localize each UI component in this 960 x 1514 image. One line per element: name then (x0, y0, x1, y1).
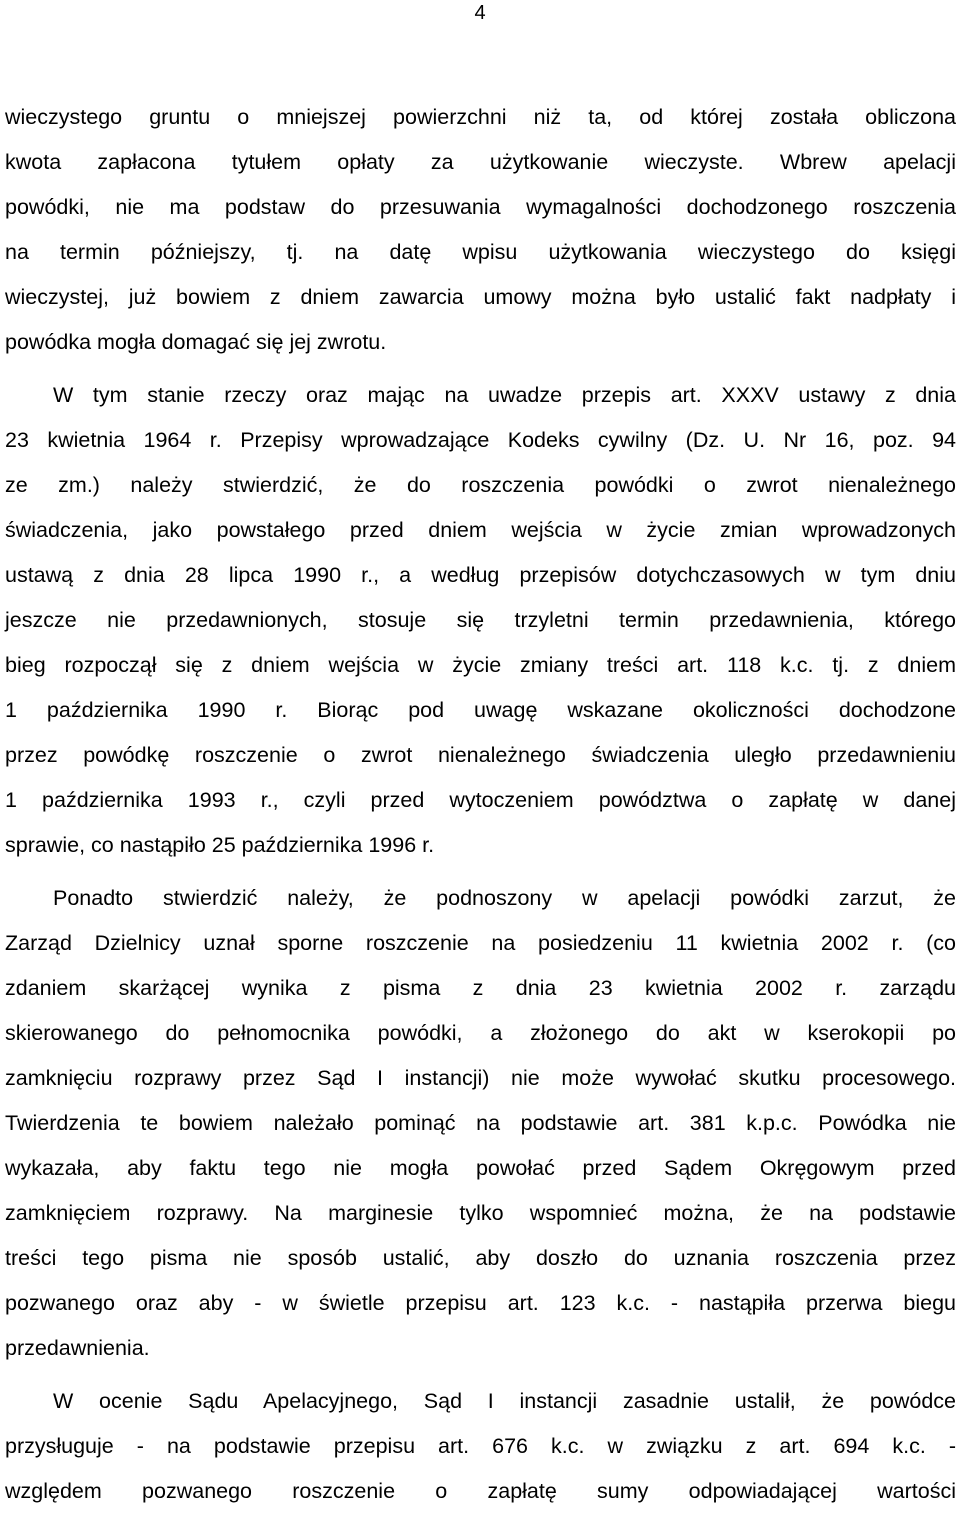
paragraph-gap (5, 1371, 956, 1379)
paragraph (5, 373, 956, 868)
text-line: 1 października 1993 r., czyli przed wytoczeniem powództwa o zapłatę w danej (5, 788, 956, 812)
page-number: 4 (474, 2, 486, 24)
text-line: przez powódkę roszczenie o zwrot nienależnego świadczenia uległo przedawnieniu (5, 743, 956, 767)
text-line: ustawą z dnia 28 lipca 1990 r., a według przepisów dotychczasowych w tym dniu (5, 563, 956, 587)
text-line: sprawie, co nastąpiło 25 października 1996 r. (5, 833, 435, 857)
text-line: wykazała, aby faktu tego nie mogła powołać przed Sądem Okręgowym przed (5, 1156, 956, 1180)
text-line: wieczystej, już bowiem z dniem zawarcia umowy można było ustalić fakt nadpłaty i (5, 285, 956, 309)
text-line: zamknięciu rozprawy przez Sąd I instancji) nie może wywołać skutku procesowego. (5, 1066, 956, 1090)
text-line: zamknięciem rozprawy. Na marginesie tylko wspomnieć można, że na podstawie (5, 1201, 956, 1225)
text-line: jeszcze nie przedawnionych, stosuje się trzyletni termin przedawnienia, którego (5, 608, 956, 632)
text-line: przedawnienia. (5, 1336, 150, 1360)
paragraph (5, 876, 956, 1371)
text-line: ze zm.) należy stwierdzić, że do roszczenia powódki o zwrot nienależnego (5, 473, 956, 497)
text-line: bieg rozpoczął się z dniem wejścia w życie zmiany treści art. 118 k.c. tj. z dniem (5, 653, 956, 677)
text-line: Zarząd Dzielnicy uznał sporne roszczenie na posiedzeniu 11 kwietnia 2002 r. (co (5, 931, 956, 955)
text-line: świadczenia, jako powstałego przed dniem wejścia w życie zmian wprowadzonych (5, 518, 956, 542)
text-line: 1 października 1990 r. Biorąc pod uwagę wskazane okoliczności dochodzone (5, 698, 956, 722)
text-line: Twierdzenia te bowiem należało pominąć na podstawie art. 381 k.p.c. Powódka nie (5, 1111, 956, 1135)
text-line: na termin późniejszy, tj. na datę wpisu użytkowania wieczystego do księgi (5, 240, 956, 264)
paragraph-gap (5, 868, 956, 876)
text-line: skierowanego do pełnomocnika powódki, a złożonego do akt w kserokopii po (5, 1021, 956, 1045)
text-line: wieczystego gruntu o mniejszej powierzchni niż ta, od której została obliczona (5, 105, 956, 129)
text-line: pozwanego oraz aby - w świetle przepisu art. 123 k.c. - nastąpiła przerwa biegu (5, 1291, 956, 1315)
text-line: powódki, nie ma podstaw do przesuwania wymagalności dochodzonego roszczenia (5, 195, 956, 219)
text-line: przysługuje - na podstawie przepisu art. 676 k.c. w związku z art. 694 k.c. - (5, 1434, 956, 1458)
document-body (5, 95, 956, 1514)
text-line: treści tego pisma nie sposób ustalić, aby doszło do uznania roszczenia przez (5, 1246, 956, 1270)
text-line: względem pozwanego roszczenie o zapłatę sumy odpowiadającej wartości (5, 1479, 956, 1503)
text-line: Ponadto stwierdzić należy, że podnoszony w apelacji powódki zarzut, że (53, 886, 956, 910)
text-line: powódka mogła domagać się jej zwrotu. (5, 330, 387, 354)
paragraph (5, 1379, 956, 1514)
text-line: W ocenie Sądu Apelacyjnego, Sąd I instancji zasadnie ustalił, że powódce (53, 1389, 956, 1413)
paragraph (5, 95, 956, 365)
text-line: W tym stanie rzeczy oraz mając na uwadze przepis art. XXXV ustawy z dnia (53, 383, 956, 407)
paragraph-gap (5, 365, 956, 373)
text-line: 23 kwietnia 1964 r. Przepisy wprowadzające Kodeks cywilny (Dz. U. Nr 16, poz. 94 (5, 428, 956, 452)
text-line: zdaniem skarżącej wynika z pisma z dnia 23 kwietnia 2002 r. zarządu (5, 976, 956, 1000)
text-line: kwota zapłacona tytułem opłaty za użytkowanie wieczyste. Wbrew apelacji (5, 150, 956, 174)
